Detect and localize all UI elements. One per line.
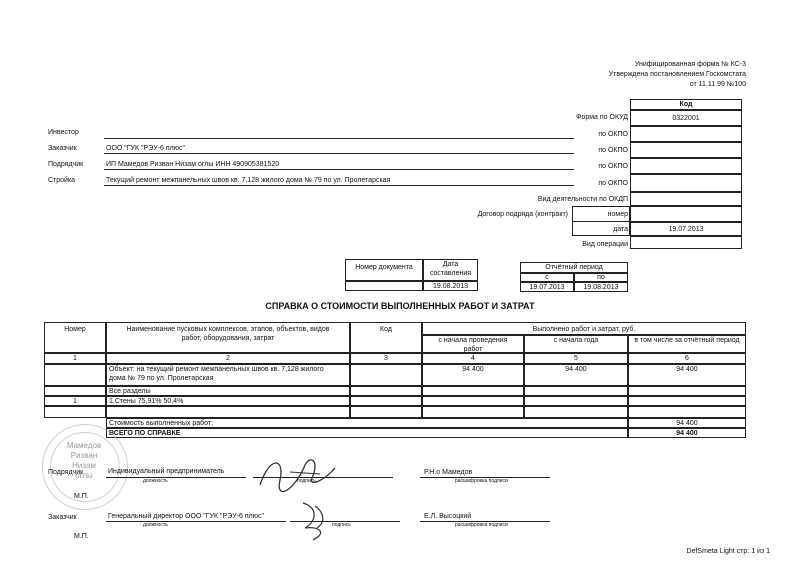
customer-value: ООО "ГУК "РЭУ-6 плюс" [106, 145, 185, 152]
stamp-text-3: Низам [72, 461, 96, 470]
col-start-header-line1: с начала проведения [438, 337, 508, 344]
all-sections-label: Все разделы [106, 386, 350, 396]
okud-label: Форма по ОКУД [576, 114, 628, 121]
contractor-label: Подрядчик [48, 161, 84, 168]
contract-number-label: номер [607, 211, 628, 218]
customer-signature [295, 498, 335, 543]
code-header: Код [630, 99, 742, 110]
total-label: ВСЕГО ПО СПРАВКЕ [106, 428, 628, 438]
stamp-text-1: Мамедов [66, 441, 102, 450]
col-done-header: Выполнено работ и затрат, руб. [422, 322, 746, 335]
object-year-value: 94 400 [524, 364, 628, 386]
period-to-label: по [574, 273, 628, 282]
col-period-header: в том числе за отчётный период [628, 335, 746, 353]
doc-date-value: 19.08.2013 [423, 281, 478, 291]
row-name: 1.Стены 75,91% 50,4% [106, 396, 350, 406]
sign-contractor-label: Подрядчик [48, 469, 84, 476]
decode-caption: расшифровка подписи [455, 522, 508, 528]
contract-label: Договор подряда (контракт) [477, 211, 568, 218]
sign-contractor-position: Индивидуальный предприниматель [108, 468, 225, 475]
sign-customer-name: Е.Л. Высоцкий [424, 513, 472, 520]
mp-label-2: М.П. [74, 533, 89, 540]
sign-customer-label: Заказчик [48, 514, 77, 521]
object-period-value: 94 400 [628, 364, 746, 386]
object-start-value: 94 400 [422, 364, 524, 386]
form-approval: Утверждена постановлением Госкомстата [608, 71, 746, 78]
investor-label: Инвестор [48, 129, 79, 136]
num-cell-2: 2 [106, 353, 350, 364]
site-label: Стройка [48, 177, 76, 184]
doc-date-header-line1: Дата [442, 261, 459, 268]
signature-caption: подпись [297, 478, 316, 484]
num-cell-1: 1 [44, 353, 106, 364]
operation-cell [630, 236, 742, 249]
okpo-investor-cell [630, 126, 742, 142]
okdp-label: Вид деятельности по ОКДП [537, 196, 628, 203]
okpo-label: по ОКПО [598, 147, 628, 154]
position-caption: должность [143, 522, 168, 528]
col-name-header [106, 322, 350, 353]
row-num: 1 [44, 396, 106, 406]
contractor-value: ИП Мамедов Ризван Низам оглы ИНН 490905381520 [106, 161, 280, 168]
col-number-header: Номер [44, 322, 106, 353]
contractor-signature [250, 450, 340, 495]
stamp-text-4: оглы [75, 471, 93, 480]
operation-label: Вид операции [582, 241, 628, 248]
footer-pagination: DefSmeta Light стр: 1 из 1 [686, 548, 770, 555]
cost-label: Стоимость выполненных работ: [106, 418, 628, 428]
col-year-header: с начала года [524, 335, 628, 353]
doc-date-header-line2: составления [429, 270, 472, 277]
doc-number-value [345, 281, 423, 291]
period-to-value: 19.08.2013 [574, 282, 628, 292]
contract-date-label: дата [613, 226, 628, 233]
okdp-cell [630, 192, 742, 206]
col-start-header [422, 335, 524, 353]
signature-caption: подпись [332, 522, 351, 528]
col-start-header-line2: работ [463, 346, 483, 353]
mp-label: М.П. [74, 493, 89, 500]
sign-contractor-name: Р.Н.о Мамедов [424, 469, 473, 476]
col-code-header: Код [350, 322, 422, 353]
okud-value: 0322001 [630, 110, 742, 126]
okpo-site-cell [630, 174, 742, 192]
okpo-customer-cell [630, 142, 742, 158]
col-name-header-line1: Наименование пусковых комплексов, этапов, объектов, видов [126, 326, 330, 333]
document-title: СПРАВКА О СТОИМОСТИ ВЫПОЛНЕННЫХ РАБОТ И ЗАТРАТ [265, 301, 535, 311]
num-cell-5: 5 [524, 353, 628, 364]
num-cell-6: 6 [628, 353, 746, 364]
site-value: Текущий ремонт межпанельных швов кв. 7,128 жилого дома № 79 по ул. Пролетарская [106, 177, 391, 184]
num-cell-3: 3 [350, 353, 422, 364]
okpo-label: по ОКПО [598, 131, 628, 138]
okpo-contractor-cell [630, 158, 742, 174]
contract-number-cell [630, 206, 742, 222]
total-value: 94 400 [628, 428, 746, 438]
object-name-cell [106, 364, 350, 386]
contract-date-value: 19.07.2013 [630, 222, 742, 236]
object-name-line1: Объект: на текущий ремонт межпанельных швов кв. 7,128 жилого [109, 366, 324, 373]
object-name-line2: дома № 79 по ул. Пролетарская [109, 375, 214, 382]
period-from-value: 19.07.2013 [520, 282, 574, 292]
position-caption: должность [143, 478, 168, 484]
sign-customer-position: Генеральный директор ООО "ГУК "РЭУ-6 плюс" [108, 513, 264, 520]
doc-date-header [423, 259, 478, 281]
period-from-label: с [520, 273, 574, 282]
num-cell-4: 4 [422, 353, 524, 364]
period-header: Отчётный период [520, 262, 628, 273]
form-date: от 11.11.99 №100 [689, 81, 746, 88]
form-name: Унифицированная форма № КС-3 [634, 61, 746, 68]
object-code-cell [350, 364, 422, 386]
okpo-label: по ОКПО [598, 163, 628, 170]
decode-caption: расшифровка подписи [455, 478, 508, 484]
col-name-header-line2: работ, оборудования, затрат [181, 335, 275, 342]
doc-number-header: Номер документа [345, 259, 423, 281]
cost-value: 94 400 [628, 418, 746, 428]
object-num-cell [44, 364, 106, 386]
customer-label: Заказчик [48, 145, 77, 152]
stamp-text-2: Ризван [70, 451, 98, 460]
okpo-label: по ОКПО [598, 180, 628, 187]
